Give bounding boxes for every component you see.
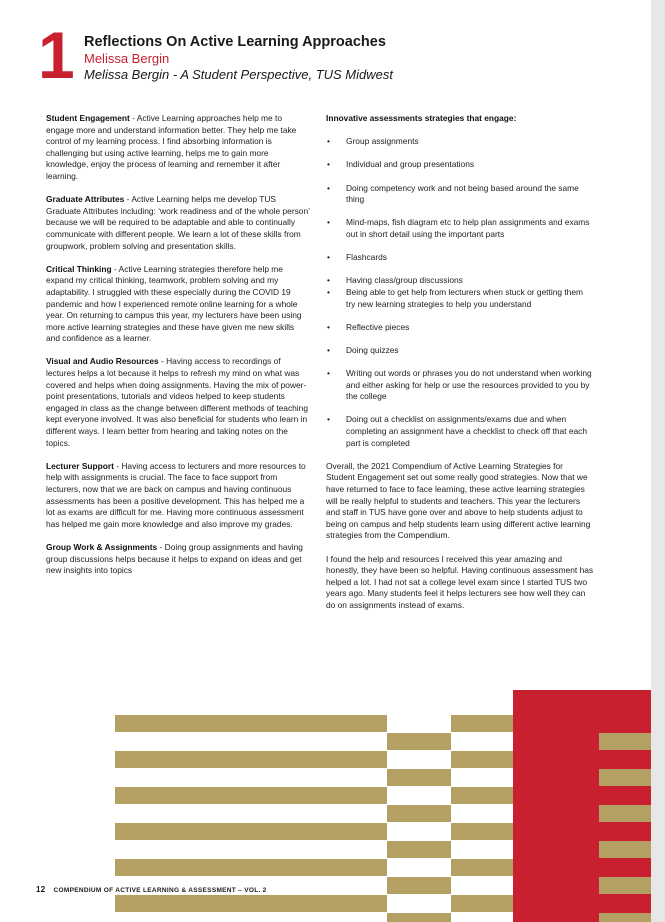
page-number: 12 (36, 885, 46, 894)
gold-stripe (451, 715, 513, 732)
section-heading: Student Engagement (46, 113, 130, 123)
list-item: • Writing out words or phrases you do not understand when working and either asking for help or use the resources provided to you by the college (326, 368, 594, 403)
article-title: Reflections On Active Learning Approaches (84, 34, 386, 50)
list-item: • Individual and group presentations (326, 159, 594, 171)
section-body: - Active Learning approaches help me to engage more and understand information better. They help me take control of my learning process. I find absorbing information is challenging but using active learning, helps me to gain more knowledge, enjoy the process of learning and remember it after learning. (46, 113, 297, 181)
gold-stripe (115, 823, 387, 840)
section-visual-audio (46, 356, 310, 449)
section-body: - Having access to lecturers and more resources to help with assignments is crucial. The face to face support from lecturers, now that we are back on campus and having continuous assessments has been a positive development. This has helped me a lot as exams are difficult for me. Having more continuous assessment has helped me gain more knowledge and also improve my grades. (46, 460, 306, 529)
gold-stripe (115, 895, 387, 912)
red-block (513, 690, 651, 922)
section-heading: Group Work & Assignments (46, 541, 158, 552)
section-heading: Visual and Audio Resources (46, 356, 159, 367)
conclusion-paragraph: Overall, the 2021 Compendium of Active Learning Strategies for Student Engagement set out some really good strategies. Now that we have returned to face to face learning, these active learning strategies will be really helpful to students and teachers. This year the lecturers and staff in TUS have gone over and above to help students adjust to being on campus and help students learn using different active learning strategies from the Compendium. (326, 460, 591, 541)
gold-stripe (387, 805, 451, 822)
list-heading (326, 113, 594, 125)
left-column (46, 113, 310, 588)
gold-stripe (387, 841, 451, 858)
list-item: • Mind-maps, fish diagram etc to help plan assignments and exams out in short detail using the important parts (326, 217, 594, 240)
gold-stripe (599, 733, 651, 750)
publication-title: COMPENDIUM OF ACTIVE LEARNING & ASSESSMENT – VOL. 2 (53, 887, 267, 894)
section-heading: Critical Thinking (46, 263, 112, 274)
section-body: - Active Learning strategies therefore help me expand my critical thinking, teamwork, problem solving and my adaptability. I struggled with these especially during the COVID 19 pandemic and how I experienced remote online learning for a whole year. On returning to campus this year, my lecturers have been using more active learning strategies and these have given me new skills and confidence as a learner. (46, 263, 302, 344)
section-heading: Lecturer Support (46, 460, 114, 471)
gold-stripe (115, 787, 387, 804)
list-item: • Doing competency work and not being based around the same thing (326, 183, 594, 206)
gold-stripe (115, 715, 387, 732)
gold-stripe (451, 823, 513, 840)
section-body: - Doing group assignments and having group discussions helps because it helps to expand on ideas and get new insights into topics (46, 541, 303, 576)
gold-stripe (451, 859, 513, 876)
article-author: Melissa Bergin (84, 51, 170, 66)
strategy-list (326, 136, 594, 449)
list-item: • Having class/group discussions (326, 275, 594, 287)
gold-stripe (387, 913, 451, 922)
gold-stripe (387, 733, 451, 750)
gold-stripe (451, 895, 513, 912)
list-item: • Doing out a checklist on assignments/exams due and when completing an assignment have a checklist to check off that each part is completed (326, 414, 594, 449)
page-edge (651, 0, 665, 922)
conclusion-paragraph: I found the help and resources I received this year amazing and honestly, they have been so helpful. Having continuous assessment has helped a lot. I had not sat a college level exam since I started TUS two years ago. Many students feel it helps lecturers see how well they can do on assignments instead of exams. (326, 553, 594, 610)
gold-stripe (451, 751, 513, 768)
article-subtitle: Melissa Bergin - A Student Perspective, TUS Midwest (84, 67, 393, 82)
section-body: - Active Learning helps me develop TUS Graduate Attributes including: ‘work readiness and of the whole person’ because we will be required to be adaptable and able to continually communicate with different people. We learn a lot of these skills from groupwork, problem solving and presentation skills. (46, 194, 310, 251)
list-heading-text: Innovative assessments strategies that engage: (326, 113, 517, 123)
gold-stripe (451, 787, 513, 804)
section-lecturer-support (46, 461, 310, 531)
list-item: • Reflective pieces (326, 322, 594, 334)
gold-stripe (115, 859, 387, 876)
list-item: • Flashcards (326, 252, 594, 264)
list-item: • Being able to get help from lecturers when stuck or getting them try new learning strategies to help you understand (326, 287, 594, 310)
list-item: • Group assignments (326, 136, 594, 148)
section-critical-thinking (46, 264, 310, 345)
gold-stripe (599, 913, 651, 922)
gold-stripe (115, 751, 387, 768)
section-student-engagement (46, 113, 310, 183)
gold-stripe (599, 769, 651, 786)
article-header (84, 34, 393, 83)
section-group-work (46, 542, 310, 577)
chapter-number: 1 (38, 18, 75, 92)
gold-stripe (599, 841, 651, 858)
page-footer (36, 885, 267, 894)
section-body: - Having access to recordings of lectures helps a lot because it helps to refresh my mind on what was covered and helps when doing assignments. Having the mix of power-point presentations, tutorials and videos helped to keep students engaged in class as the change between different methods of teaching kept everyone involved. It was also beneficial for students who learn in different ways. I learn better from hearing and taking notes on the topics. (46, 356, 308, 448)
section-graduate-attributes (46, 194, 310, 252)
gold-stripe (599, 805, 651, 822)
right-column (326, 113, 594, 623)
gold-stripe (387, 877, 451, 894)
gold-stripe (387, 769, 451, 786)
section-heading: Graduate Attributes (46, 194, 125, 205)
gold-stripe (599, 877, 651, 894)
list-item: • Doing quizzes (326, 345, 594, 357)
